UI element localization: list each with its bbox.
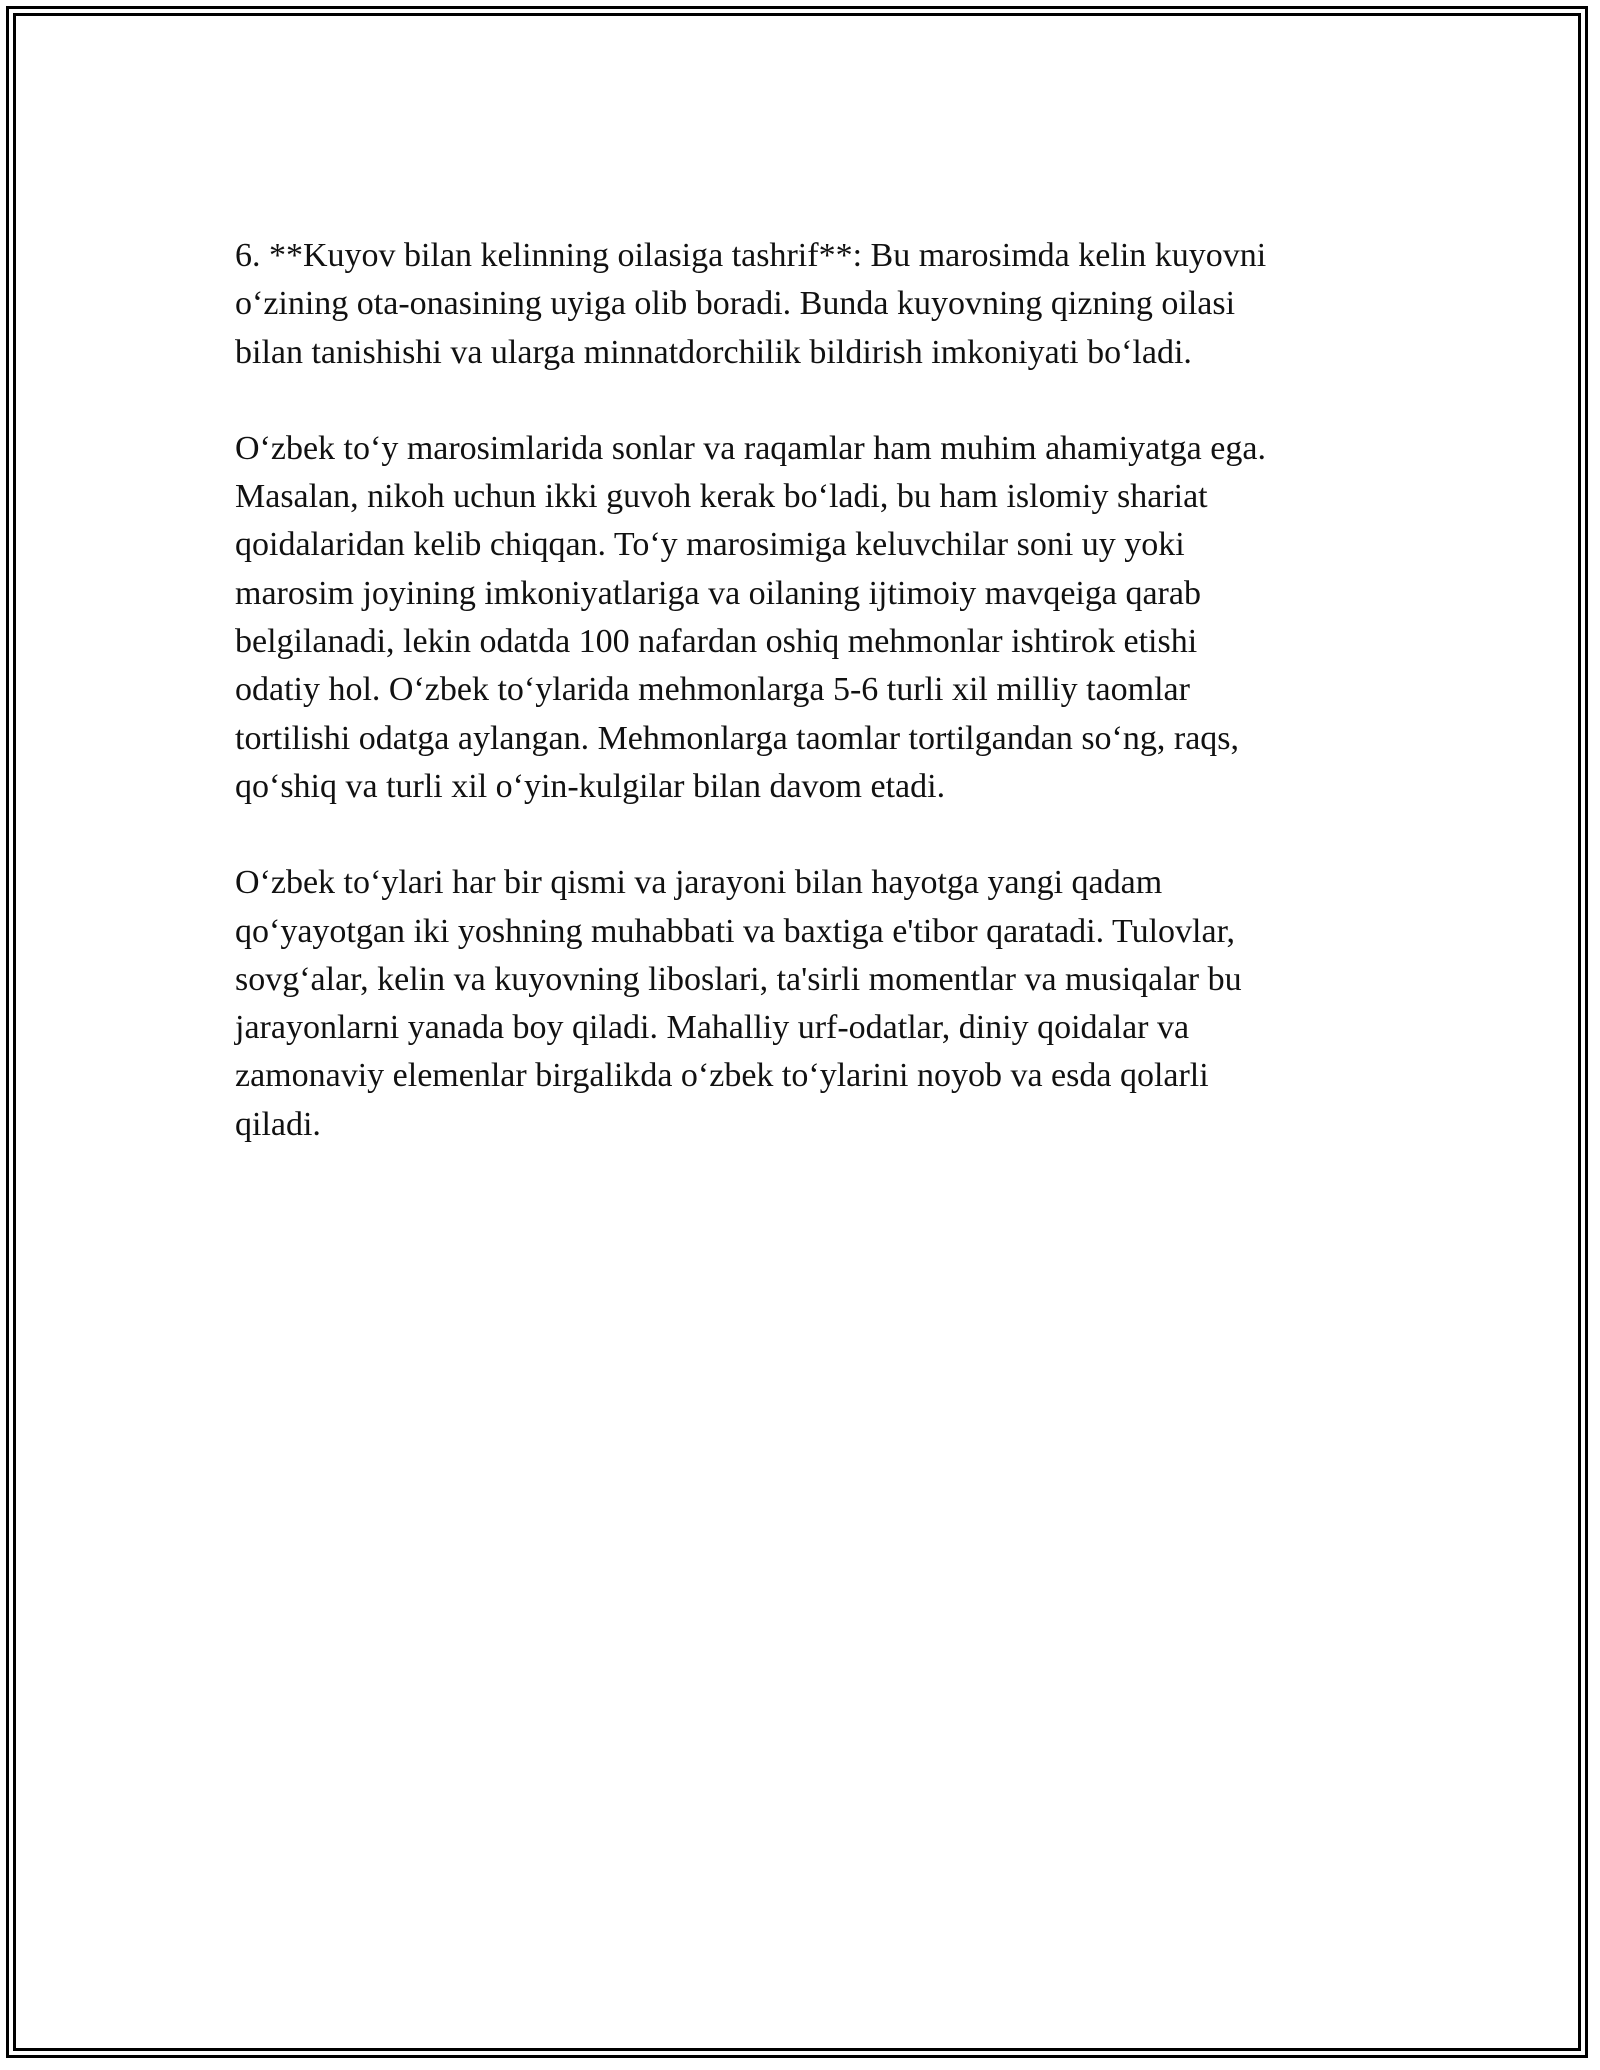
document-body [235, 232, 1365, 1197]
paragraph-visit-bride-family: 6. **Kuyov bilan kelinning oilasiga tashrif**: Bu marosimda kelin kuyovni o‘zining ota-onasining uyiga olib boradi. Bunda kuyovning qizning oilasi bilan tanishishi va ularga minnatdorchilik bildirish imkoniyati bo‘ladi. [235, 237, 1267, 371]
paragraph-numbers-in-wedding: O‘zbek to‘y marosimlarida sonlar va raqamlar ham muhim ahamiyatga ega. Masalan, nikoh uchun ikki guvoh kerak bo‘ladi, bu ham islomiy shariat qoidalaridan kelib chiqqan. To‘y marosimiga keluvchilar soni uy yoki marosim joyining imkoniyatlariga va oilaning ijtimoiy mavqeiga qarab belgilanadi, lekin odatda 100 nafardan oshiq mehmonlar ishtirok etishi odatiy hol. O‘zbek to‘ylarida mehmonlarga 5-6 turli xil milliy taomlar tortilishi odatga aylangan. Mehmonlarga taomlar tortilgandan so‘ng, raqs, qo‘shiq va turli xil o‘yin-kulgilar bilan davom etadi. [235, 429, 1266, 805]
paragraph-wedding-summary: O‘zbek to‘ylari har bir qismi va jarayoni bilan hayotga yangi qadam qo‘yayotgan iki yoshning muhabbati va baxtiga e'tibor qaratadi. Tulovlar, sovg‘alar, kelin va kuyovning liboslari, ta'sirli momentlar va musiqalar bu jarayonlarni yanada boy qiladi. Mahalliy urf-odatlar, diniy qoidalar va zamonaviy elemenlar birgalikda o‘zbek to‘ylarini noyob va esda qolarli qiladi. [235, 864, 1242, 1143]
